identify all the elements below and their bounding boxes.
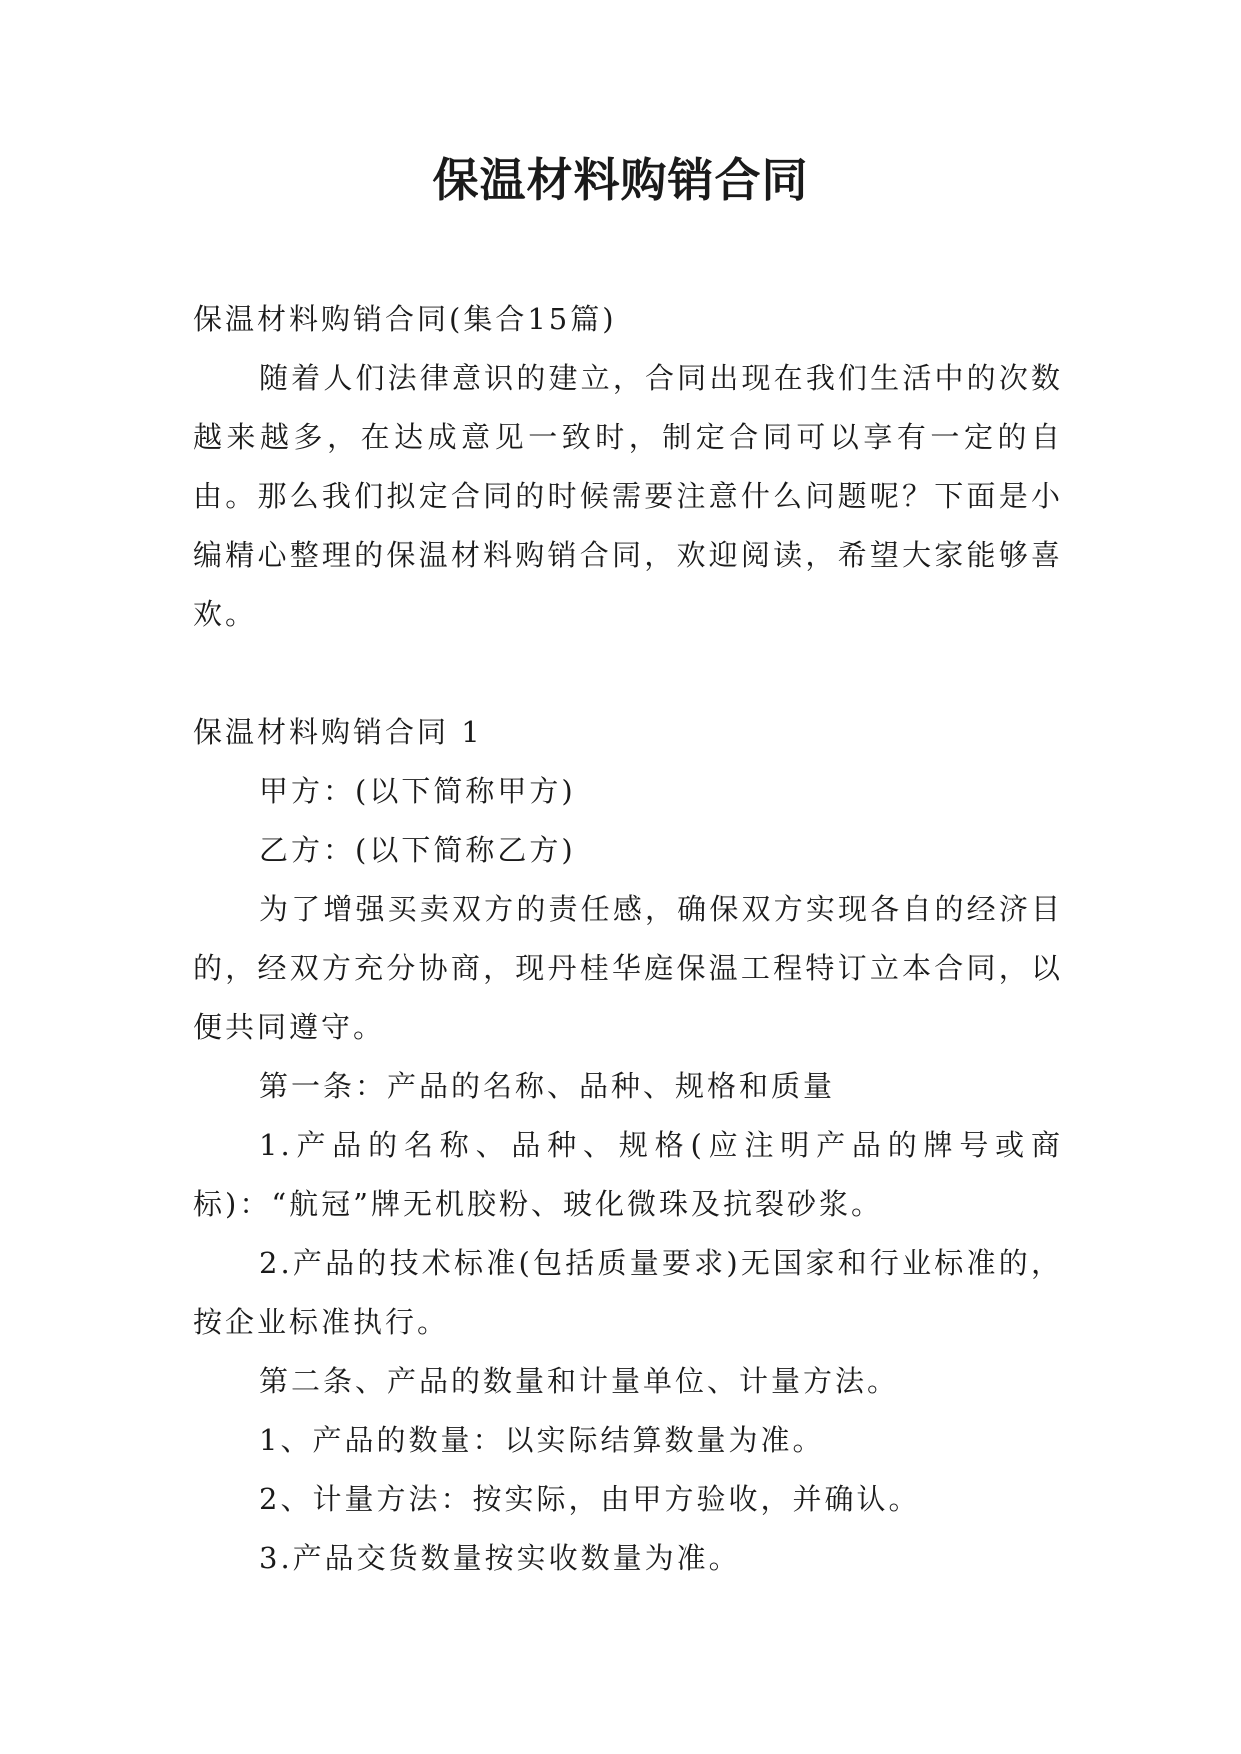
purpose-paragraph: 为了增强买卖双方的责任感，确保双方实现各自的经济目的，经双方充分协商，现丹桂华庭保温工程特订立本合同，以便共同遵守。 xyxy=(193,892,1063,1044)
article-2-item-1: 1、产品的数量：以实际结算数量为准。 xyxy=(259,1423,825,1457)
article-2-heading: 第二条、产品的数量和计量单位、计量方法。 xyxy=(259,1364,900,1398)
article-2-item-2: 2、计量方法：按实际，由甲方验收，并确认。 xyxy=(259,1482,921,1516)
intro-paragraph: 随着人们法律意识的建立，合同出现在我们生活中的次数越来越多，在达成意见一致时，制定合同可以享有一定的自由。那么我们拟定合同的时候需要注意什么问题呢？下面是小编精心整理的保温材料购销合同，欢迎阅读，希望大家能够喜欢。 xyxy=(193,361,1063,631)
article-2-item-3: 3.产品交货数量按实收数量为准。 xyxy=(259,1541,741,1575)
article-1-item-2: 2.产品的技术标准(包括质量要求)无国家和行业标准的，按企业标准执行。 xyxy=(193,1246,1063,1339)
article-1-heading: 第一条：产品的名称、品种、规格和质量 xyxy=(259,1069,836,1103)
party-a-line: 甲方：(以下简称甲方) xyxy=(259,774,576,808)
party-b-line: 乙方：(以下简称乙方) xyxy=(259,833,576,867)
document-body xyxy=(193,290,1063,1588)
document-title: 保温材料购销合同 xyxy=(432,153,809,207)
document-subtitle: 保温材料购销合同(集合15篇) xyxy=(193,302,617,336)
section-heading: 保温材料购销合同 1 xyxy=(193,715,483,749)
article-1-item-1: 1.产品的名称、品种、规格(应注明产品的牌号或商标)：“航冠”牌无机胶粉、玻化微珠及抗裂砂浆。 xyxy=(193,1128,1063,1221)
